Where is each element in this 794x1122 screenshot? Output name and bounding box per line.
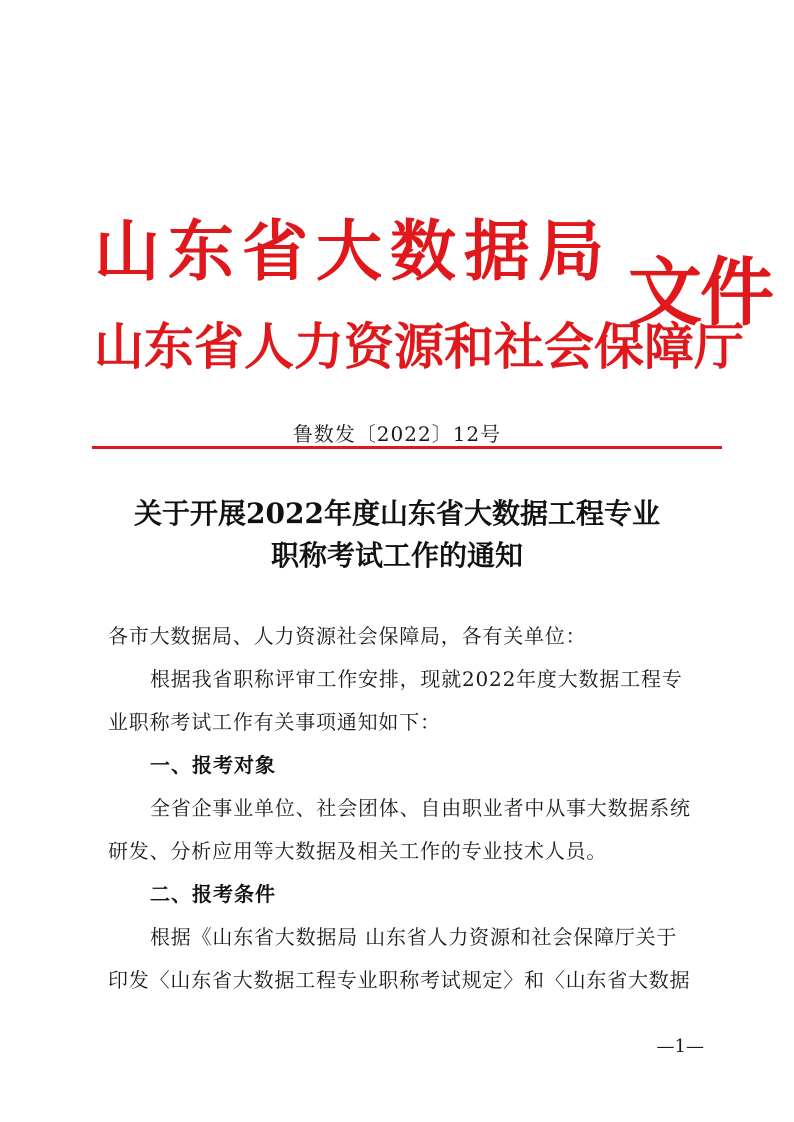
document-type-label: 文件 [628,250,772,336]
intro-paragraph-line-2: 业职称考试工作有关事项通知如下： [108,710,441,734]
document-title-line-1: 关于开展2022年度山东省大数据工程专业 [134,497,660,530]
document-title-line-2: 职称考试工作的通知 [270,539,523,572]
document-number: 鲁数发〔2022〕12号 [292,422,502,446]
issuer-name-primary: 山东省大数据局 [94,212,612,290]
section1-paragraph-line-2: 研发、分析应用等大数据及相关工作的专业技术人员。 [108,839,608,863]
issuer-name-secondary: 山东省人力资源和社会保障厅 [94,317,744,376]
section2-paragraph-line-1: 根据《山东省大数据局 山东省人力资源和社会保障厅关于 [150,925,678,949]
page-number: —1— [656,1036,704,1057]
section2-paragraph-line-2: 印发〈山东省大数据工程专业职称考试规定〉和〈山东省大数据 [108,968,691,992]
salutation: 各市大数据局、人力资源社会保障局，各有关单位： [108,624,587,648]
section-heading-applicants: 一、报考对象 [150,753,276,777]
intro-paragraph-line-1: 根据我省职称评审工作安排，现就2022年度大数据工程专 [150,667,683,691]
section-heading-conditions: 二、报考条件 [150,882,276,906]
section1-paragraph-line-1: 全省企事业单位、社会团体、自由职业者中从事大数据系统 [150,796,691,820]
header-divider-line [92,446,722,449]
